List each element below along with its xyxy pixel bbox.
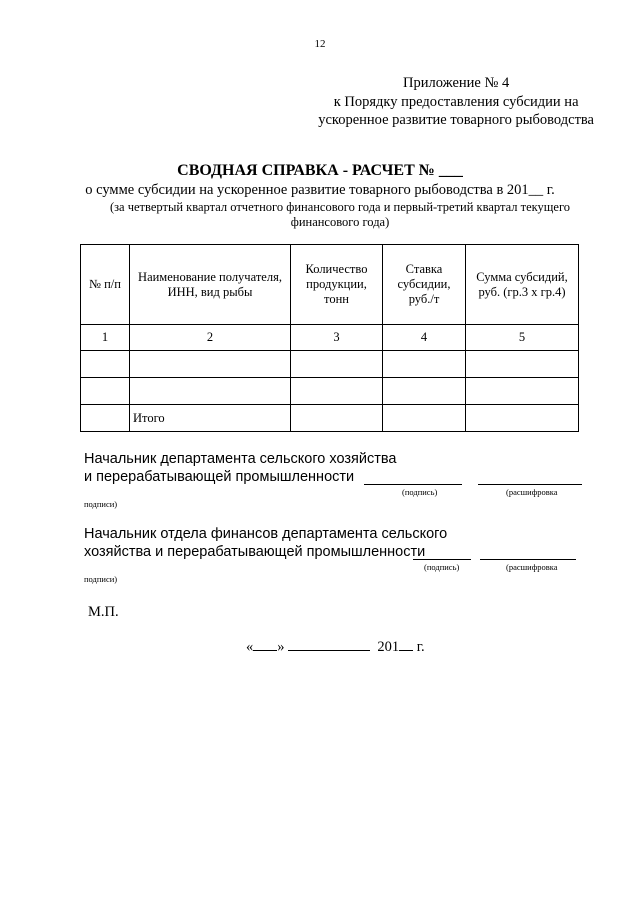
signature-2-sign-line[interactable] xyxy=(413,559,471,560)
header-cell: № п/п xyxy=(81,245,130,325)
signature-2-hint-decode: (расшифровка xyxy=(506,562,558,572)
table-cell[interactable] xyxy=(291,378,383,405)
date-open-quote: « xyxy=(246,639,254,655)
table-cell[interactable] xyxy=(383,378,466,405)
signature-1-hint-sign: (подпись) xyxy=(402,487,438,497)
column-number-cell: 2 xyxy=(130,325,291,351)
signature-2-decode-line[interactable] xyxy=(480,559,576,560)
period-line-1: (за четвертый квартал отчетного финансового года и первый-третий квартал текущего xyxy=(109,200,571,214)
table-cell[interactable] xyxy=(466,351,579,378)
header-cell: Ставка субсидии, руб./т xyxy=(383,245,466,325)
header-cell: Количество продукции, тонн xyxy=(291,245,383,325)
document-title: СВОДНАЯ СПРАВКА - РАСЧЕТ № ___ xyxy=(177,162,463,179)
signature-1-line-1: Начальник департамента сельского хозяйства xyxy=(84,451,397,467)
document-period xyxy=(80,200,600,230)
total-label: Итого xyxy=(130,405,291,432)
signature-1-position xyxy=(84,450,397,486)
signature-2-line-1: Начальник отдела финансов департамента сельского xyxy=(84,526,448,542)
document-subtitle: о сумме субсидии на ускоренное развитие товарного рыбоводства в 201__ г. xyxy=(85,182,555,198)
date-year-field[interactable] xyxy=(399,650,413,651)
signature-1-hint-cont: подписи) xyxy=(84,499,118,509)
signature-1-decode-line[interactable] xyxy=(478,484,582,485)
header-cell: Наименование получателя, ИНН, вид рыбы xyxy=(130,245,291,325)
column-number-cell: 5 xyxy=(466,325,579,351)
table-cell[interactable] xyxy=(81,405,130,432)
appendix-note xyxy=(318,74,594,130)
table-cell[interactable] xyxy=(291,351,383,378)
table-cell[interactable] xyxy=(466,405,579,432)
table-cell[interactable] xyxy=(130,351,291,378)
table-cell[interactable] xyxy=(383,405,466,432)
table-cell[interactable] xyxy=(291,405,383,432)
signature-2-position xyxy=(84,525,447,561)
signature-1-line-2: и перерабатывающей промышленности xyxy=(84,469,355,485)
column-number-row xyxy=(81,325,579,351)
page-number: 12 xyxy=(314,38,326,50)
total-row xyxy=(81,405,579,432)
date-year: 201 xyxy=(377,639,400,655)
subsidy-table xyxy=(80,244,579,432)
table-cell[interactable] xyxy=(466,378,579,405)
table-cell[interactable] xyxy=(383,351,466,378)
signature-1-sign-line[interactable] xyxy=(364,484,462,485)
column-number-cell: 4 xyxy=(383,325,466,351)
table-header-row xyxy=(81,245,579,325)
column-number-cell: 1 xyxy=(81,325,130,351)
table-cell[interactable] xyxy=(130,378,291,405)
date-month-field[interactable] xyxy=(288,650,370,651)
signature-2-line-2: хозяйства и перерабатывающей промышленности xyxy=(84,544,426,560)
stamp-label: М.П. xyxy=(88,604,119,620)
date-close-quote: » xyxy=(277,639,285,655)
column-number-cell: 3 xyxy=(291,325,383,351)
date-suffix: г. xyxy=(416,639,425,655)
table-cell[interactable] xyxy=(81,378,130,405)
signature-2-hint-sign: (подпись) xyxy=(424,562,460,572)
table-cell[interactable] xyxy=(81,351,130,378)
signature-2-hint-cont: подписи) xyxy=(84,574,118,584)
appendix-line-1: Приложение № 4 xyxy=(403,75,510,91)
table-row xyxy=(81,378,579,405)
table-row xyxy=(81,351,579,378)
signature-1-hint-decode: (расшифровка xyxy=(506,487,558,497)
appendix-line-3: ускоренное развитие товарного рыбоводства xyxy=(318,112,594,128)
header-cell: Сумма субсидий, руб. (гр.3 х гр.4) xyxy=(466,245,579,325)
period-line-2: финансового года) xyxy=(290,215,390,229)
appendix-line-2: к Порядку предоставления субсидии на xyxy=(333,93,579,110)
date-day-field[interactable] xyxy=(253,650,277,651)
date-line xyxy=(246,639,425,656)
